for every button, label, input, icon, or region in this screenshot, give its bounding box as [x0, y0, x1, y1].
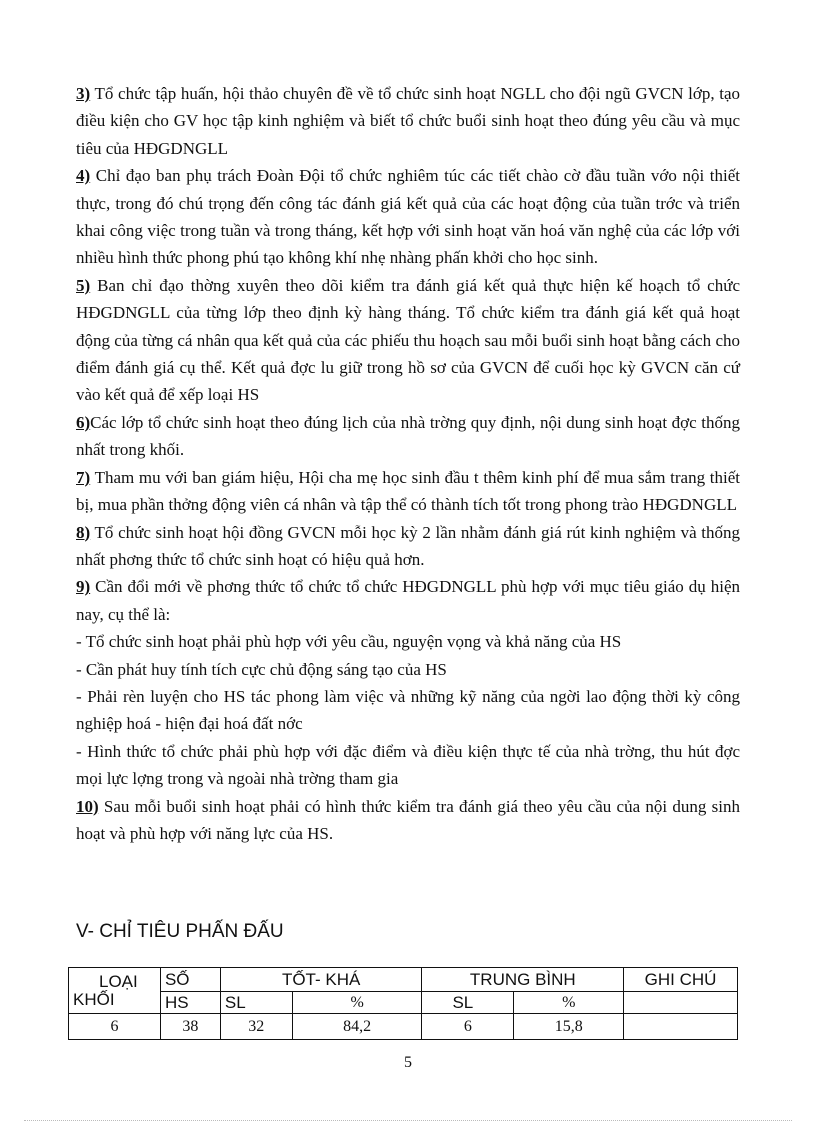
header-so: SỐ: [160, 968, 220, 992]
item-text: Các lớp tổ chức sinh hoạt theo đúng lịch của nhà trờng quy định, nội dung sinh hoạt đợc thống nhất trong khối.: [76, 412, 740, 460]
section-title: V- CHỈ TIÊU PHẤN ĐẤU: [76, 921, 284, 942]
body-text: [76, 80, 740, 847]
cell-pct-2: 15,8: [514, 1014, 624, 1040]
item-number: 10): [76, 796, 99, 816]
item-number: 4): [76, 166, 91, 186]
table-header-row: [69, 968, 738, 992]
list-item: [76, 573, 740, 628]
list-item: [76, 162, 740, 272]
item-number: 6): [76, 412, 91, 432]
item-text: Tổ chức sinh hoạt hội đồng GVCN mỗi học kỳ 2 lần nhằm đánh giá rút kinh nghiệm và thống nhất phơng thức tổ chức sinh hoạt có hiệu quả hơn.: [76, 522, 740, 569]
cell-hs: 38: [160, 1014, 220, 1040]
item-text: - Phải rèn luyện cho HS tác phong làm việc và những kỹ năng của ngời lao động thời kỳ công nghiệp hoá - hiện đại hoá đất nớc: [76, 686, 740, 734]
cell-ghi-chu: [624, 1014, 738, 1040]
item-text: Chỉ đạo ban phụ trách Đoàn Đội tổ chức nghiêm túc các tiết chào cờ đầu tuần vớo nội thiết thực, trong đó chú trọng đến công tác đánh giá kết quả của các hoạt động của tuần trớc và triển khai công việc trong tuần và trong tháng, kết hợp với sinh hoạt văn hoá văn nghệ của các lớp với nhiều hình thức phong phú tạo không khí nhẹ nhàng phấn khởi cho học sinh.: [76, 166, 740, 268]
bullet-item: [76, 738, 740, 793]
item-number: 9): [76, 577, 91, 597]
list-item: [76, 519, 740, 574]
cell-sl-2: 6: [422, 1014, 514, 1040]
item-number: 5): [76, 275, 91, 295]
item-text: Sau mỗi buổi sinh hoạt phải có hình thức kiểm tra đánh giá theo yêu cầu của nội dung sinh hoạt và phù hợp với năng lực của HS.: [76, 796, 740, 843]
item-text: - Tổ chức sinh hoạt phải phù hợp với yêu cầu, nguyện vọng và khả năng của HS: [76, 632, 622, 652]
list-item: [76, 464, 740, 519]
item-text: - Cần phát huy tính tích cực chủ động sáng tạo của HS: [76, 659, 447, 679]
page-bottom-divider: [24, 1120, 792, 1121]
item-text: Tham mu với ban giám hiệu, Hội cha mẹ học sinh đầu t thêm kinh phí để mua sắm trang thiết bị, mua phần thởng động viên cá nhân và tập thể có thành tích tốt trong phong trào HĐGDNGLL: [76, 467, 740, 515]
list-item: [76, 793, 740, 848]
item-text: Ban chỉ đạo thờng xuyên theo dõi kiểm tra đánh giá kết quả thực hiện kế hoạch tổ chức HĐGDNGLL của từng lớp theo định kỳ hàng tháng. Tổ chức kiểm tra đánh giá kết quả hoạt động của từng cá nhân qua kết quả của các phiếu thu hoạch sau mỗi buổi sinh hoạt bằng cách cho điểm đánh giá cụ thể. Kết quả đợc lu giữ trong hồ sơ của GVCN để cuối học kỳ GVCN căn cứ vào kết quả để xếp loại HS: [76, 275, 740, 405]
header-empty: [624, 992, 738, 1014]
header-loai: LOẠI: [99, 971, 138, 991]
header-hs: HS: [160, 992, 220, 1014]
list-item: [76, 80, 740, 162]
item-text: Cần đổi mới về phơng thức tổ chức tổ chức HĐGDNGLL phù hợp với mục tiêu giáo dụ hiện nay, cụ thể là:: [76, 577, 740, 624]
header-sl-2: SL: [422, 992, 514, 1014]
item-number: 7): [76, 467, 91, 487]
item-number: 3): [76, 84, 91, 103]
bullet-item: [76, 683, 740, 738]
header-pct-1: %: [292, 992, 422, 1014]
cell-khoi: 6: [69, 1014, 161, 1040]
header-trung-binh: TRUNG BÌNH: [422, 968, 624, 992]
header-khoi: KHỐI: [73, 989, 115, 1009]
cell-pct-1: 84,2: [292, 1014, 422, 1040]
table-row: [69, 1014, 738, 1040]
header-pct-2: %: [514, 992, 624, 1014]
header-loai-khoi: [69, 968, 161, 1014]
bullet-item: [76, 656, 740, 683]
cell-sl-1: 32: [220, 1014, 292, 1040]
list-item: [76, 409, 740, 464]
item-text: - Hình thức tổ chức phải phù hợp với đặc điểm và điều kiện thực tế của nhà trờng, thu hút đợc mọi lực lợng trong và ngoài nhà trờng tham gia: [76, 741, 740, 789]
bullet-item: [76, 628, 740, 655]
table-subheader-row: [69, 992, 738, 1014]
stats-table: [68, 967, 738, 1040]
list-item: [76, 272, 740, 409]
item-number: 8): [76, 522, 91, 542]
header-sl-1: SL: [220, 992, 292, 1014]
header-tot-kha: TỐT- KHÁ: [220, 968, 422, 992]
page-number: 5: [404, 1054, 412, 1071]
item-text: Tổ chức tập huấn, hội thảo chuyên đề về tổ chức sinh hoạt NGLL cho đội ngũ GVCN lớp, tạo điều kiện cho GV học tập kinh nghiệm và biết tổ chức buổi sinh hoạt theo đúng yêu cầu và mục tiêu của HĐGDNGLL: [76, 84, 740, 158]
header-ghi-chu: GHI CHÚ: [624, 968, 738, 992]
